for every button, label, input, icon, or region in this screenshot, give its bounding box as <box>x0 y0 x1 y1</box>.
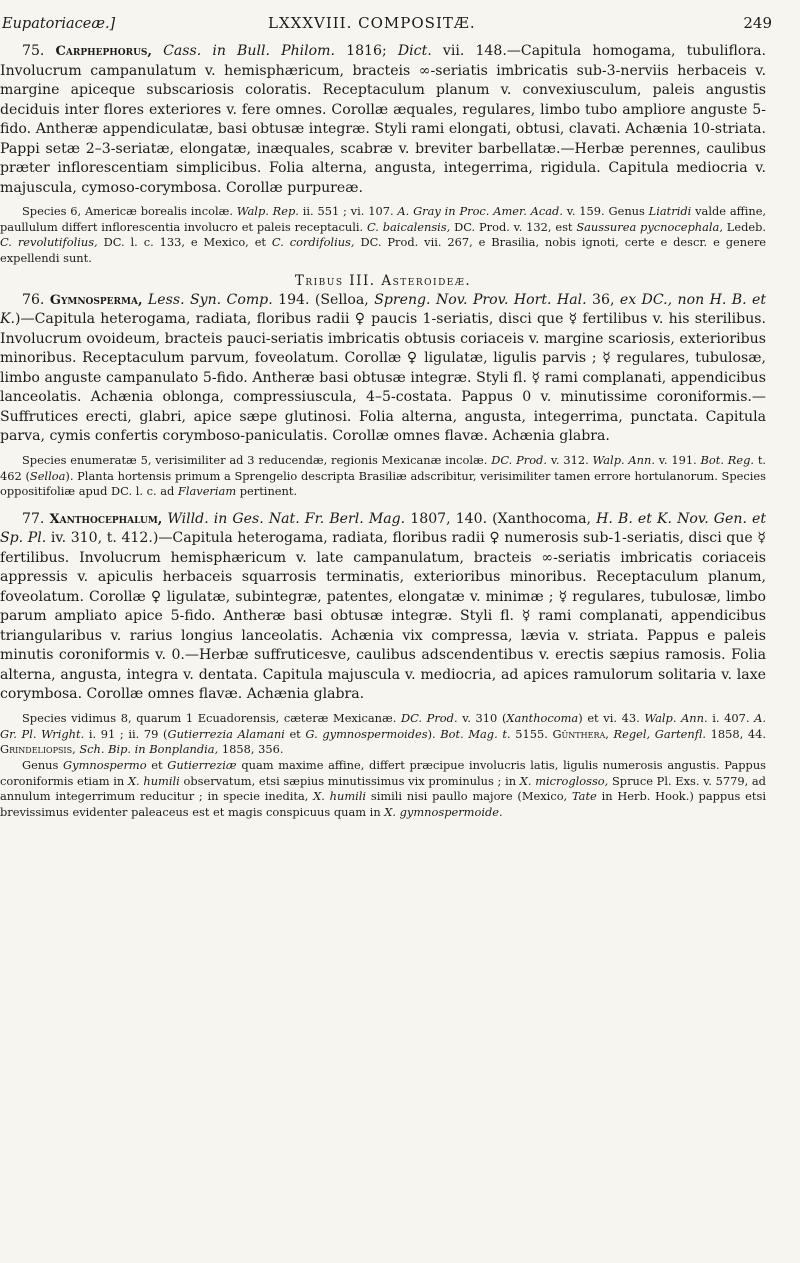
note-text: DC. Prod. vii. 267, e Brasilia, nobis ignoti, certe e descr. e genere expellendi sunt. <box>0 235 767 266</box>
note-text: Genus <box>22 758 59 773</box>
note-taxon: Liatridi <box>648 204 692 218</box>
citation: H. B. et K. Nov. Gen. et Sp. Pl. <box>0 510 767 547</box>
citation: Dict. <box>397 43 432 59</box>
note-text: v. 191. <box>658 452 697 467</box>
note-text: v. 159. Genus <box>566 204 645 218</box>
note-taxon: Xanthocoma <box>506 710 579 725</box>
note-text: DC. Prod. v. 132, est <box>454 219 573 234</box>
note-citation: Walp. Rep. <box>236 204 299 218</box>
note-taxon: Saussurea pycnocephala, <box>576 219 723 234</box>
note-text: ). Planta hortensis primum a Sprengelio descripta Brasiliæ adscribitur, verisimiliter tamen errore hortulanorum. Species oppositifoliæ apud DC. l. c. ad <box>0 468 766 499</box>
genus-entry-gymnosperma <box>0 291 766 447</box>
genus-description: )—Capitula heterogama, radiata, floribus radii ♀ paucis 1-seriatis, disci que ☿ fertilibus v. his sterilibus. Involucrum ovoideum, bracteis pauci-seriatis imbricatis obtusis coriaceis v. margine scariosis, exterioribus minoribus. Receptaculum parvum, foveolatum. Corollæ ♀ ligulatæ, ligulis parvis ; ☿ regulares, tubulosæ, limbo anguste campanulato 5-fido. Antheræ basi obtusæ integræ. Styli fl. ☿ rami complanati, appendicibus lanceolatis. Achænia oblonga, compressiuscula, 4–5-costata. Pappus 0 v. minutissime coroniformis.—Suffrutices erecti, glabri, apice sæpe glutinosi. Folia alterna, angusta, integerrima, punctata. Capitula parva, cymis confertis corymboso-paniculatis. Corollæ omnes flavæ. Achænia glabra. <box>0 311 766 445</box>
note-text: ) et vi. 43. <box>578 710 640 725</box>
tribe-heading: Tribus III. Asteroideæ. <box>294 272 472 289</box>
genus-number: 75. <box>22 43 45 59</box>
note-taxon: Gutierreziæ <box>167 758 237 773</box>
note-taxon: C. cordifolius, <box>271 235 355 250</box>
genus-name: Carphephorus, <box>55 44 152 59</box>
note-text: Species vidimus 8, quarum 1 Ecuadorensis, cæteræ Mexicanæ. <box>22 710 397 725</box>
citation: ex DC., non H. B. et K. <box>0 291 767 328</box>
note-taxon: G. gymnospermoides <box>305 726 428 741</box>
citation: Spreng. Nov. Prov. Hort. Hal. <box>374 291 587 308</box>
note-taxon: X. humili <box>313 789 367 804</box>
note-taxon: Flaveriam <box>177 484 237 499</box>
note-citation: DC. Prod. <box>400 710 458 725</box>
note-text: quam maxime affine, differt præcipue involucris latis, ligulis numerosis angustis. Pappus coroniformis etiam in <box>0 758 766 788</box>
note-text: simili nisi paullo majore (Mexico, <box>370 789 568 804</box>
note-taxon: X. microglosso, <box>519 773 609 788</box>
note-taxon: Gymnospermo <box>63 758 147 773</box>
genus-description: vii. 148.—Capitula homogama, tubuliflora. Involucrum campanulatum v. hemisphæricum, bracteis ∞-seriatis imbricatis sub-3-nerviis herbaceis v. margine apiceque subscariosis coloratis. Receptaculum planum v. convexiusculum, paleis angustis deciduis inter flores exteriores v. fere omnes. Corollæ æquales, regulares, limbo tubo ampliore anguste 5-fido. Antheræ appendiculatæ, basi obtusæ integræ. Styli rami elongati, obtusi, clavati. Achænia 10-striata. Pappi setæ 2–3-seriatæ, elongatæ, inæquales, scabræ v. breviter barbellatæ.—Herbæ perennes, caulibus præter inflorescentiam simplicibus. Folia alterna, angusta, integerrima, rigidula. Capitula mediocria v. majuscula, cymoso-corymbosa. Corollæ purpureæ. <box>0 43 766 196</box>
note-text: v. 310 ( <box>462 710 507 725</box>
note-taxon: Gutierrezia Alamani <box>167 726 285 741</box>
note-text: Species enumeratæ 5, verisimiliter ad 3 reducendæ, regionis Mexicanæ incolæ. <box>22 452 488 467</box>
citation: Cass. in Bull. Philom. <box>163 43 335 59</box>
running-header <box>0 8 800 36</box>
note-text: DC. l. c. 133, e Mexico, et <box>103 235 267 250</box>
note-text: v. 312. <box>550 452 589 467</box>
note-text: Species 6, Americæ borealis incolæ. <box>22 204 233 218</box>
genus-note-gymnosperma <box>0 453 766 500</box>
note-taxon: Selloa <box>29 468 66 483</box>
note-citation: Regel, Gartenfl. <box>613 726 706 741</box>
note-text: observatum, etsi sæpius minutissimus vix prominulus ; in <box>183 773 517 788</box>
citation: Willd. in Ges. Nat. Fr. Berl. Mag. <box>167 510 406 527</box>
note-taxon: C. revolutifolius, <box>0 235 98 250</box>
genus-name: Xanthocephalum, <box>49 511 163 527</box>
note-text: et <box>289 726 301 741</box>
note-text: pertinent. <box>239 484 298 499</box>
note-taxon: C. baicalensis, <box>366 219 451 234</box>
note-text: i. 91 ; ii. 79 ( <box>88 726 168 741</box>
note-text: Grindeliopsis, <box>0 742 76 757</box>
note-text: et <box>151 758 163 773</box>
genus-name: Gymnosperma, <box>49 292 143 308</box>
note-text: Spruce Pl. Exs. v. 5779, ad annulum integerrimum reducitur ; in specie inedita, <box>0 773 766 804</box>
note-citation: Bot. Mag. t. <box>440 726 511 741</box>
note-text: ). <box>427 726 436 741</box>
note-text: ii. 551 ; vi. 107. <box>302 204 394 218</box>
genus-number: 77. <box>22 510 45 527</box>
note-citation: A. Gr. Pl. Wright. <box>0 710 767 741</box>
note-text: valde affine, paullulum differt inflorescentia involucro et paleis receptaculi. <box>0 204 767 234</box>
note-text: 1858, 44. <box>710 726 766 741</box>
header-chapter-title: LXXXVIII. COMPOSITÆ. <box>268 14 476 32</box>
note-citation: Walp. Ann. <box>644 710 708 725</box>
note-text: Ledeb. <box>726 219 767 234</box>
citation: Less. Syn. Comp. <box>147 291 273 308</box>
citation-text: 194. (Selloa, <box>278 291 369 308</box>
citation-year: 1816; <box>346 43 387 59</box>
note-citation: A. Gray in Proc. Amer. Acad. <box>397 204 563 218</box>
note-text: in Herb. Hook.) pappus etsi brevissimus evidenter paleaceus est et magis conspicuus quam in <box>0 789 766 820</box>
note-citation: Sch. Bip. in Bonplandia, <box>79 742 219 757</box>
genus-note-xanthocephalum-2 <box>0 758 766 821</box>
page-number: 249 <box>743 14 772 32</box>
citation-text: 1807, 140. (Xanthocoma, <box>410 510 592 527</box>
note-text: i. 407. <box>712 710 750 725</box>
citation-text: 36, <box>592 291 615 308</box>
note-citation: Tate <box>571 789 597 804</box>
genus-note-xanthocephalum <box>0 711 766 758</box>
genus-description: iv. 310, t. 412.)—Capitula heterogama, radiata, floribus radii ♀ numerosis sub-1-seriatis, disci que ☿ fertilibus. Involucrum hemisphæricum v. late campanulatum, bracteis ∞-seriatis imbricatis coriaceis appressis v. apiculis herbaceis squarrosis terminatis, exterioribus minoribus. Receptaculum planum, foveolatum. Corollæ ♀ ligulatæ, subintegræ, patentes, elongatæ v. minimæ ; ☿ regulares, tubulosæ, limbo parum ampliato apice 5-fido. Antheræ basi obtusæ integræ. Styli fl. ☿ rami complanati, appendicibus triangularibus v. rarius longius lanceolatis. Achænia vix compressa, lævia v. striata. Pappus e paleis minutis coroniformis v. 0.—Herbæ suffruticesve, caulibus adscendentibus v. erectis sæpius ramosis. Folia alterna, angusta, integra v. dentata. Capitula majuscula v. mediocria, ad apices ramulorum solitaria v. laxe corymbosa. Corollæ omnes flavæ. Achænia glabra. <box>0 530 767 703</box>
note-citation: Walp. Ann. <box>592 452 655 467</box>
note-citation: DC. Prod. <box>491 452 547 467</box>
genus-note-carphephorus <box>0 204 766 267</box>
note-text: t. 462 ( <box>0 452 767 483</box>
note-text: Günthera, <box>552 726 609 741</box>
note-text: 5155. <box>515 726 548 741</box>
genus-entry-carphephorus <box>0 42 766 198</box>
page-body <box>0 42 766 821</box>
genus-entry-xanthocephalum <box>0 510 766 705</box>
note-text: 1858, 356. <box>221 742 284 757</box>
note-taxon: X. gymnospermoide. <box>384 805 503 820</box>
header-section-title: Eupatoriaceæ.] <box>2 16 116 32</box>
genus-number: 76. <box>22 291 45 308</box>
note-citation: Bot. Reg. <box>700 452 755 467</box>
note-taxon: X. humili <box>127 773 180 788</box>
